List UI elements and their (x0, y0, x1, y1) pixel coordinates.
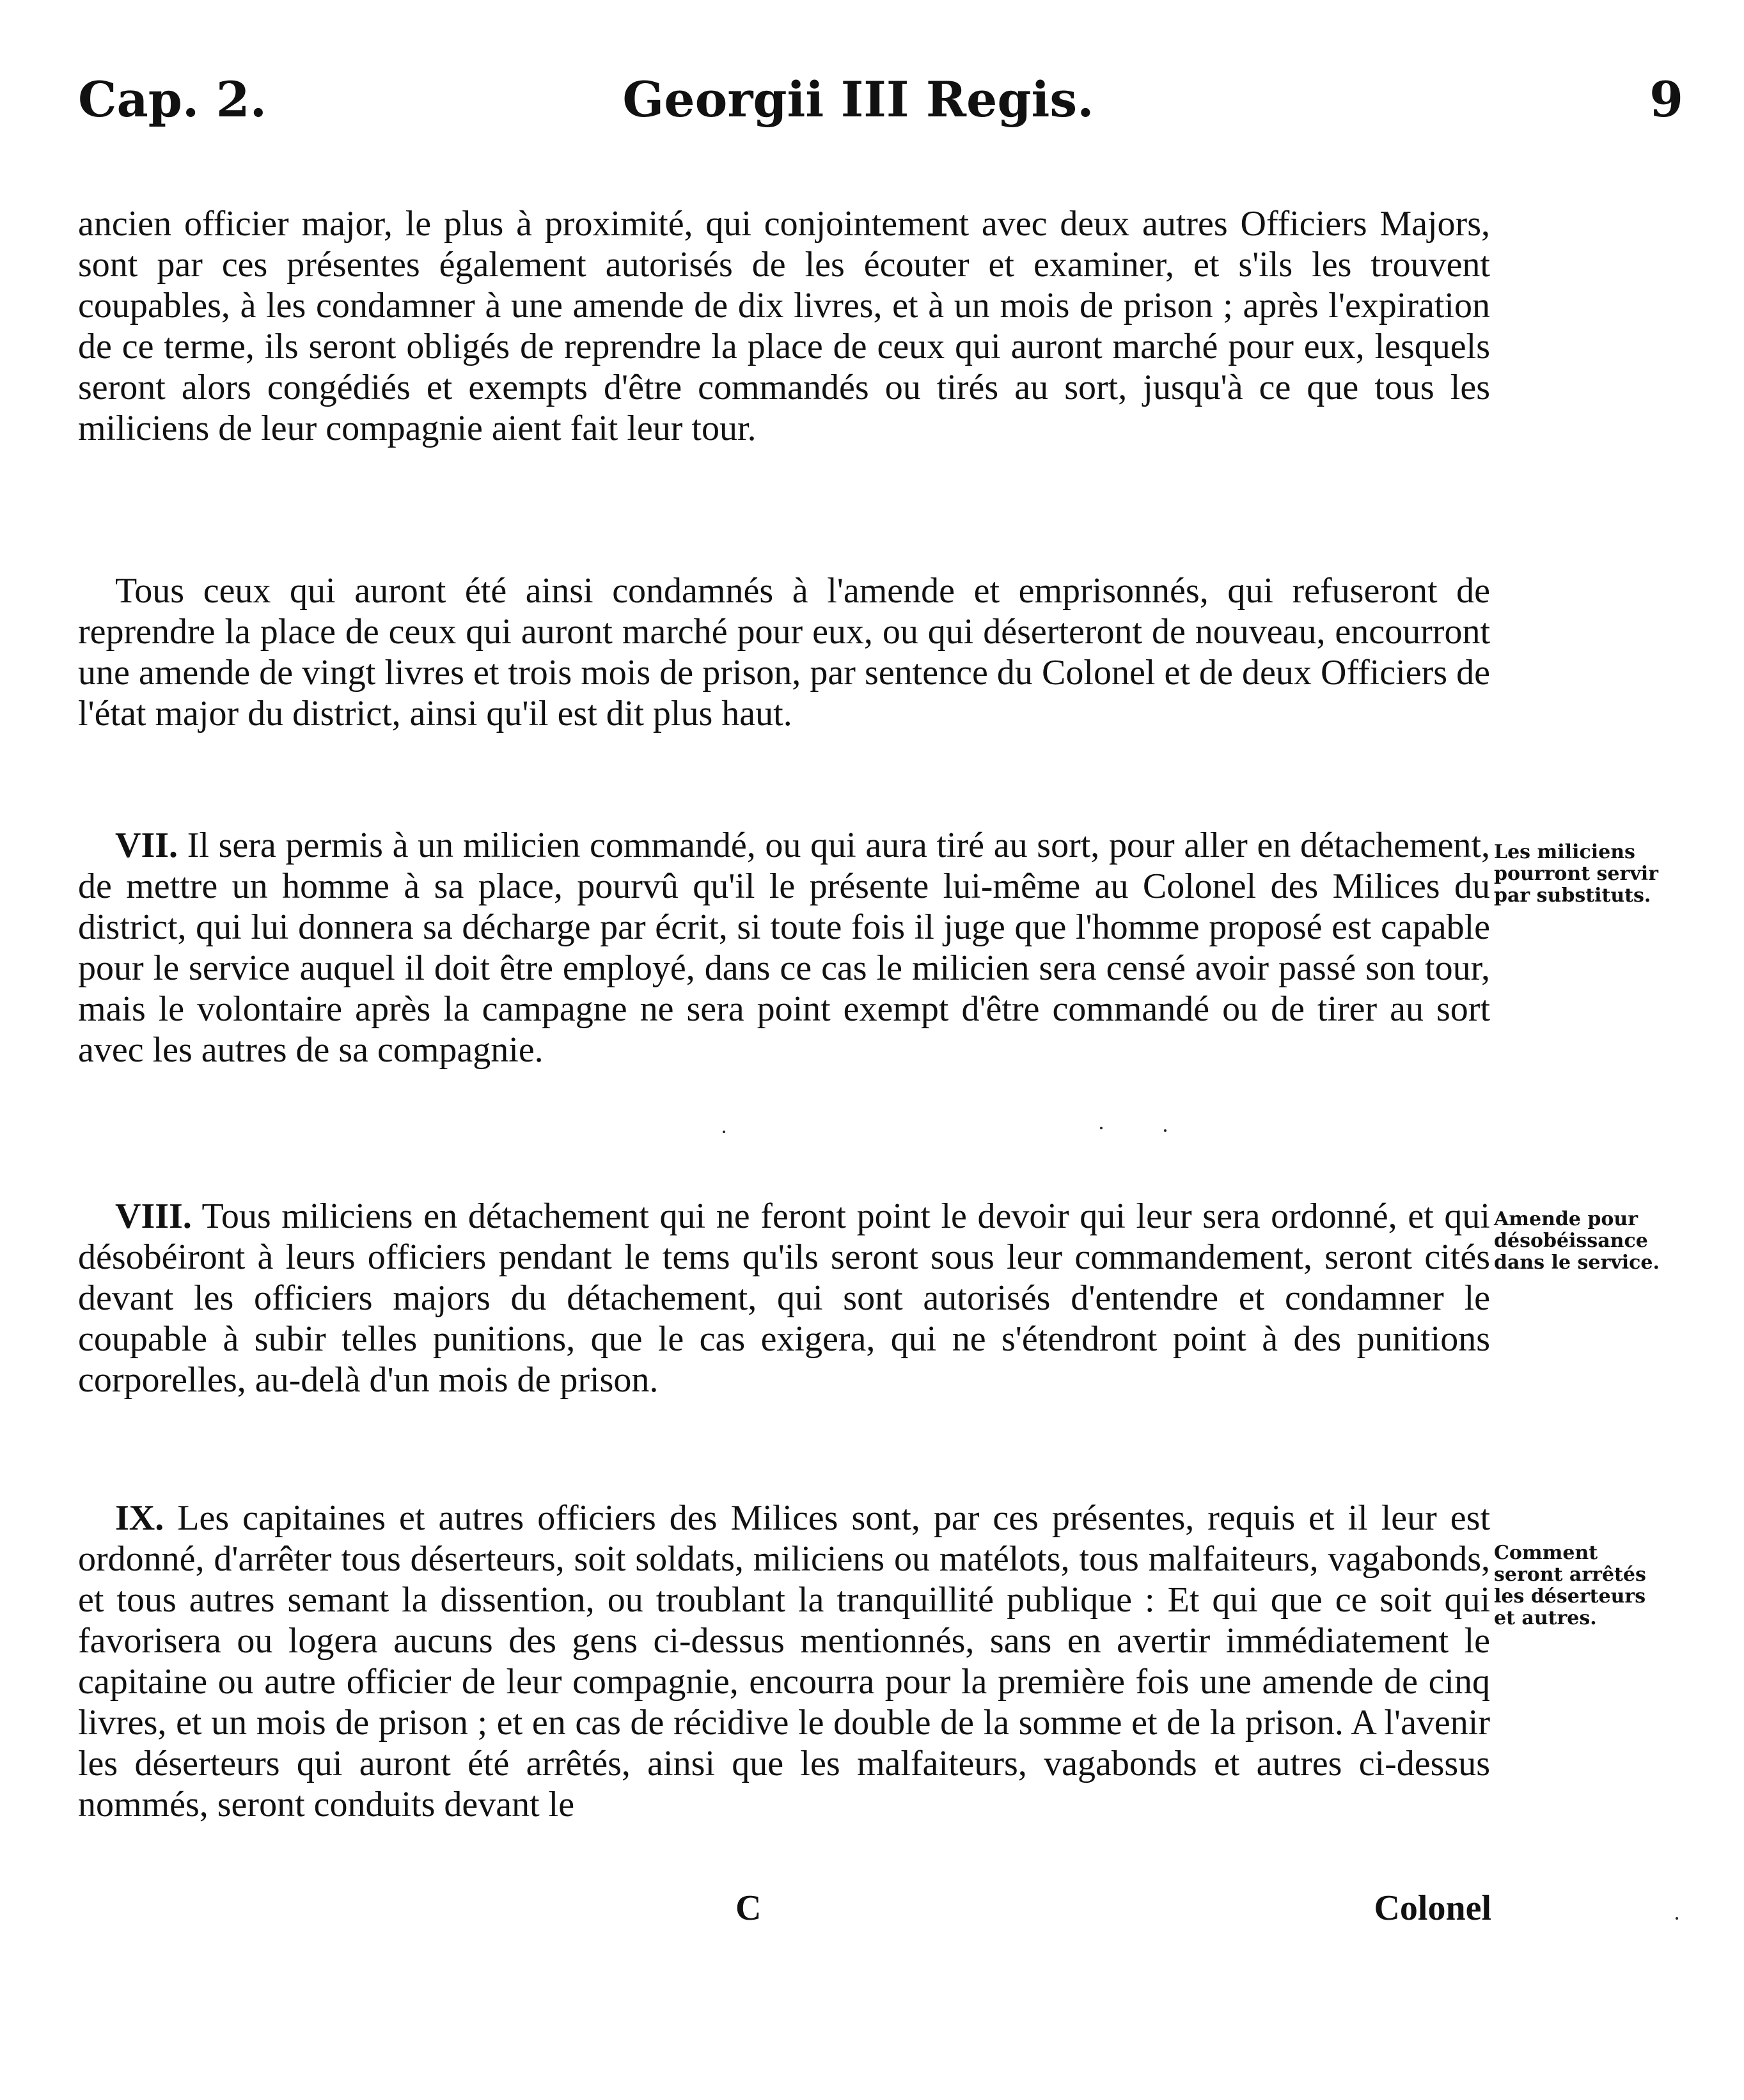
section-vii (78, 825, 1490, 1070)
marginal-note-arrests: Comment seront arrêtés les déserteurs et autres. (1494, 1542, 1646, 1629)
paragraph-penalty (78, 570, 1490, 734)
signature-mark: C (735, 1888, 762, 1928)
marginal-note-substitutes: Les miliciens pourront servir par substituts. (1494, 841, 1658, 907)
running-header (78, 68, 1683, 132)
ink-speck (1100, 1127, 1103, 1129)
marginal-note-disobedience: Amende pour désobéissance dans le service. (1494, 1208, 1660, 1274)
section-number: VIII. (115, 1196, 192, 1236)
paragraph-continued (78, 203, 1490, 449)
catchword: Colonel (1374, 1888, 1491, 1928)
paragraph-text: ancien officier major, le plus à proximité, qui conjointement avec deux autres Officiers Majors, sont par ces présentes également autorisés de les écouter et examiner, et s'ils les trouvent coupables, à les condamner à une amende de dix livres, et à un mois de prison ; après l'expiration de ce terme, ils seront obligés de reprendre la place de ceux qui auront marché pour eux, lesquels seront alors congédiés et exempts d'être commandés ou tirés au sort, jusqu'à ce que tous les miliciens de leur compagnie aient fait leur tour. (78, 204, 1490, 448)
ink-speck (1676, 1917, 1678, 1920)
page-number: 9 (1649, 71, 1683, 128)
section-number: VII. (115, 826, 178, 865)
paragraph-text: Tous ceux qui auront été ainsi condamnés à l'amende et emprisonnés, qui refuseront de reprendre la place de ceux qui auront marché pour eux, ou qui déserteront de nouveau, encourront une amende de vingt livres et trois mois de prison, par sentence du Colonel et de deux Officiers de l'état major du district, ainsi qu'il est dit plus haut. (78, 571, 1490, 733)
ink-speck (723, 1131, 725, 1133)
section-ix (78, 1498, 1490, 1825)
section-text: Tous miliciens en détachement qui ne feront point le devoir qui leur sera ordonné, et qui désobéiront à leurs officiers pendant le tems qu'ils seront sous leur commandement, seront cités devant les officiers majors du détachement, qui sont autorisés d'entendre et condamner le coupable à subir telles punitions, que le cas exigera, qui ne s'étendront point à des punitions corporelles, au-delà d'un mois de prison. (78, 1196, 1490, 1400)
section-text: Les capitaines et autres officiers des Milices sont, par ces présentes, requis et il leur est ordonné, d'arrêter tous déserteurs, soit soldats, miliciens ou matélots, tous malfaiteurs, vagabonds, et tous autres semant la dissention, ou troublant la tranquillité publique : Et qui que ce soit qui favorisera ou logera aucuns des gens ci-dessus mentionnés, sans en avertir immédiatement le capitaine ou autre officier de leur compagnie, encourra pour la première fois une amende de cinq livres, et un mois de prison ; et en cas de récidive le double de la somme et de la prison. A l'avenir les déserteurs qui auront été arrêtés, ainsi que les malfaiteurs, vagabonds et autres ci-dessus nommés, seront conduits devant le (78, 1498, 1491, 1824)
section-text: Il sera permis à un milicien commandé, ou qui aura tiré au sort, pour aller en détachement, de mettre un homme à sa place, pourvû qu'il le présente lui-même au Colonel des Milices du district, qui lui donnera sa décharge par écrit, si toute fois il juge que l'homme proposé est capable pour le service auquel il doit être employé, dans ce cas le milicien sera censé avoir passé son tour, mais le volontaire après la campagne ne sera point exempt d'être commandé ou de tirer au sort avec les autres de sa compagnie. (78, 826, 1490, 1070)
ink-speck (1164, 1129, 1167, 1132)
running-title: Georgii III Regis. (622, 71, 1094, 128)
chapter-label: Cap. 2. (78, 71, 267, 128)
section-viii (78, 1196, 1490, 1400)
section-number: IX. (115, 1498, 164, 1538)
